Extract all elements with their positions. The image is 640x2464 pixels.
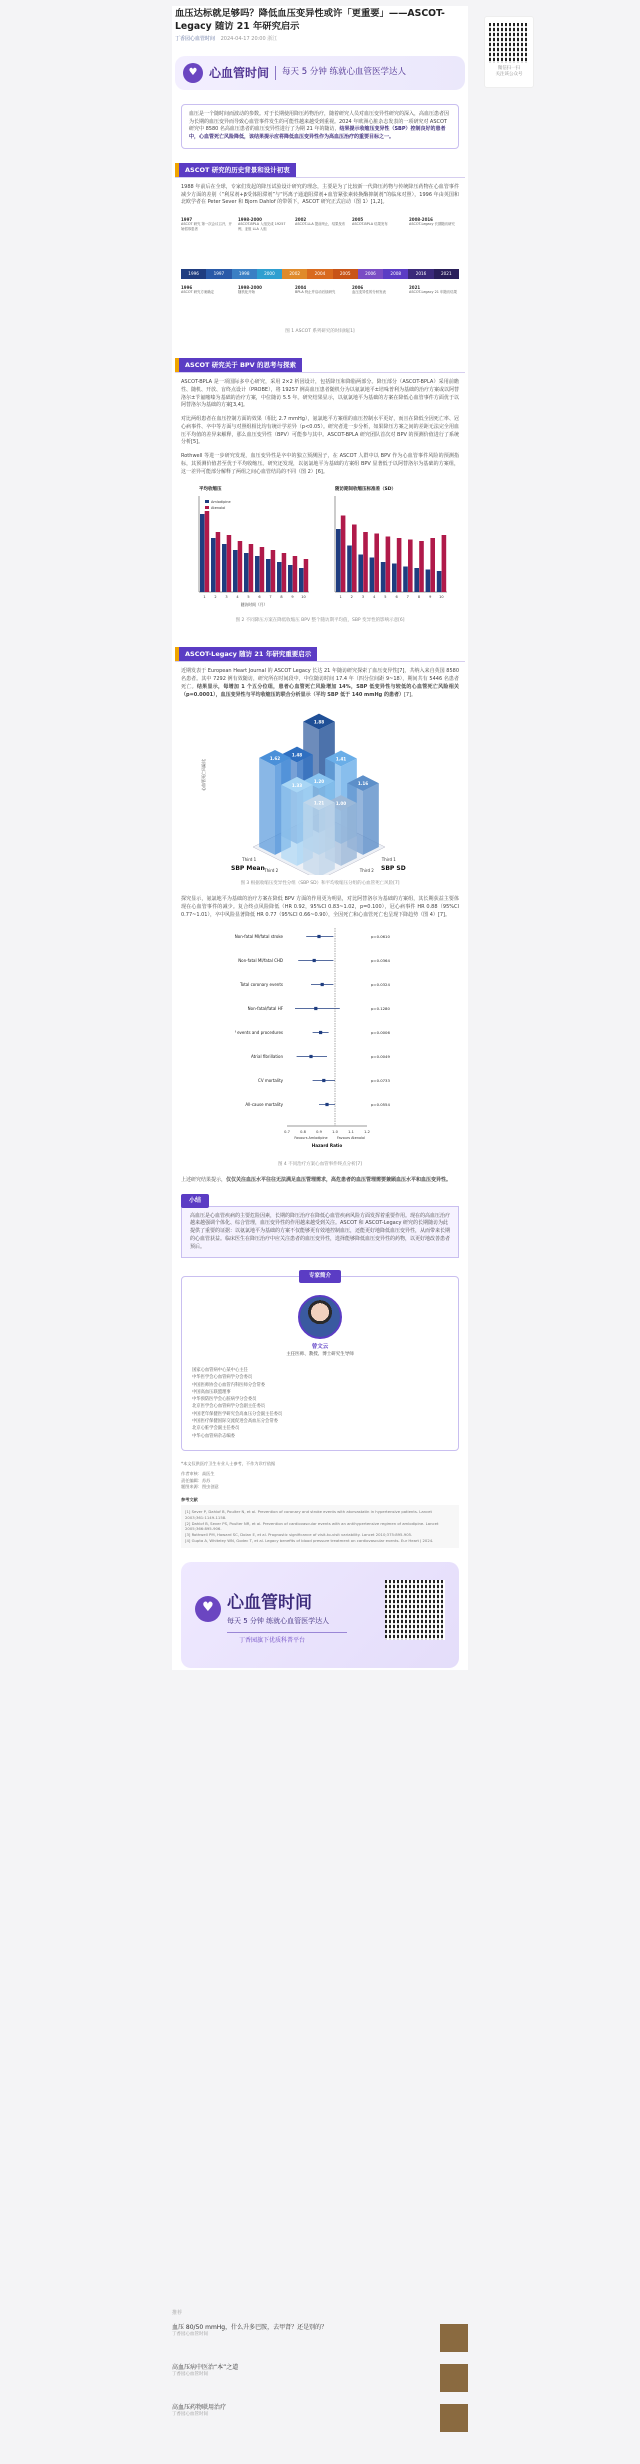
forest-plot-svg bbox=[235, 926, 405, 1156]
legend-label: Amlodipine bbox=[211, 500, 231, 505]
timeline-event-text: ASCOT-BPLA 结果发布 bbox=[352, 222, 388, 227]
figure-caption: 图 4 不同治疗方案心血管事件终点分析[7] bbox=[277, 1161, 363, 1167]
row-label: Third 2 bbox=[264, 868, 279, 874]
x-tick-label: 3 bbox=[361, 595, 365, 600]
summary-tag: 小结 bbox=[181, 1194, 209, 1207]
recommended-source: 丁香园心血管时间 bbox=[172, 2412, 208, 2418]
expert-list-item: 北京心脏学会副主任委员 bbox=[192, 1426, 240, 1432]
timeline-year: 2006 bbox=[358, 269, 383, 279]
timeline-year: 2004 bbox=[307, 269, 332, 279]
bar bbox=[403, 567, 408, 593]
p-value: p=0.0006 bbox=[371, 1029, 390, 1035]
bar bbox=[238, 541, 243, 592]
timeline-year: 2005 bbox=[333, 269, 358, 279]
bar bbox=[392, 564, 397, 593]
bar bbox=[370, 558, 375, 593]
bar bbox=[336, 529, 341, 592]
credit-line: 责任编辑：苏苏 bbox=[181, 1477, 211, 1483]
bar bbox=[216, 532, 221, 592]
recommended-thumbnail bbox=[440, 2364, 468, 2392]
x-tick-label: 10 bbox=[301, 595, 306, 600]
section-title-3: ASCOT-Legacy 随访 21 年研究重要启示 bbox=[175, 647, 317, 661]
heart-logo-icon: ♥ bbox=[195, 1596, 221, 1622]
forest-plot bbox=[235, 926, 405, 1156]
divider bbox=[275, 66, 276, 80]
favours-label: Favours Amlodipine bbox=[294, 1135, 328, 1140]
summary-section bbox=[181, 1194, 459, 1258]
reference-item: [3] Rothwell PM, Howard SC, Dolan E, et al. Prognostic significance of visit-to-visit variability. Lancet 2010;375:895-905. bbox=[185, 1532, 413, 1538]
timeline-event-text: ASCOT 研究 第一次会议召开，开始招募患者 bbox=[181, 222, 233, 231]
timeline-event-year: 2005 bbox=[352, 217, 364, 223]
timeline-event-year: 1996 bbox=[181, 285, 193, 291]
y-axis-label: SBP SD bbox=[381, 865, 406, 873]
recommended-text bbox=[172, 2324, 327, 2339]
expert-list-item: 中华预防医学会心脏病学分会委员 bbox=[192, 1397, 257, 1403]
timeline-event-text: ASCOT-BPLA 入组完成 19257 例，亚组 LLA 入组 bbox=[238, 222, 286, 231]
recommended-text bbox=[172, 2404, 226, 2419]
bar bbox=[293, 556, 298, 592]
timeline-event-year: 2021 bbox=[409, 285, 421, 291]
legend-swatch bbox=[205, 500, 209, 503]
point-estimate bbox=[319, 1031, 322, 1034]
recommended-source: 丁香园心血管时间 bbox=[172, 2332, 208, 2338]
paragraph: 探究显示，氨氯地平为基础的治疗方案在降低 BPV 方面的作用更为明显，对比阿替洛尔为基础的方案组，其长期获益主要体现在心血管事件的减少。复合终点风险降低（HR 0.92，95%CI 0.83~1.02，p=0.100），冠心病事件 HR 0.88（95%CI 0.77~1.01），卒中风险显著降低 HR 0.77（95%CI 0.66~0.90），全因死亡和心血管死亡也呈现下降趋势（图 4）[7]。 bbox=[181, 896, 459, 918]
x-axis-label: SBP Mean bbox=[231, 865, 265, 873]
x-tick-label: 7 bbox=[269, 595, 272, 600]
figure-caption: 图 1 ASCOT 系列研究的时间线[1] bbox=[285, 329, 355, 335]
bar bbox=[381, 562, 386, 592]
bar bbox=[341, 516, 346, 593]
recommended-item[interactable] bbox=[172, 2324, 468, 2354]
account-link[interactable]: 丁香园心血管时间 bbox=[175, 36, 216, 43]
bar bbox=[277, 562, 282, 592]
expert-list-item: 中国医师协会心血管内科医师分会常委 bbox=[192, 1382, 266, 1388]
x-tick-label: 0.9 bbox=[316, 1129, 322, 1134]
3d-bar-chart bbox=[191, 705, 449, 875]
forest-row-label: Non-fatal MI/fatal CHD bbox=[238, 957, 283, 963]
bar bbox=[249, 544, 254, 592]
paragraph: ASCOT-BPLA 是一项国际多中心研究，采用 2×2 析因设计，包括降压和降脂两部分。降压部分（ASCOT-BPLA）采用前瞻性、随机、开放、盲终点设计（PROBE），将 19257 例高血压患者随机分为以氨氯地平±培哚普利为基础的治疗方案或以阿替洛尔±苄氟噻嗪为基础的治疗方案，中位随访 5.5 年。研究结果显示，以氨氯地平为基础的方案在降低心血管事件方面优于以阿替洛尔为基础的方案[3,4]。 bbox=[181, 379, 459, 409]
section-title-1: ASCOT 研究的历史背景和设计初衷 bbox=[175, 163, 296, 177]
references bbox=[181, 1461, 459, 1548]
reference-item: [1] Sever P, Dahlof B, Poulter N, et al. Prevention of coronary and stroke events with atorvastatin in hypertensive patients. Lancet 2003;361:1149-1158. bbox=[185, 1509, 432, 1521]
z-axis-label: 心血管死亡风险比 bbox=[201, 759, 206, 792]
bar-side bbox=[259, 758, 275, 855]
references-list[interactable] bbox=[181, 1505, 459, 1547]
expert-title: 主任医师、教授、博士研究生导师 bbox=[286, 1351, 354, 1357]
p-value: p=0.1280 bbox=[371, 1005, 390, 1011]
footer-sub: 丁香园旗下优质科普平台 bbox=[239, 1636, 306, 1644]
bar bbox=[408, 540, 413, 593]
timeline-event-text: ASCOT-Legacy 21 年随访结果 bbox=[409, 290, 457, 295]
x-tick-label: 1.1 bbox=[348, 1129, 354, 1134]
section-title-2: ASCOT 研究关于 BPV 的思考与探索 bbox=[175, 358, 302, 372]
bar bbox=[227, 535, 232, 592]
timeline-event-text: 血压变异性的分析发表 bbox=[352, 290, 386, 295]
bar bbox=[271, 550, 276, 592]
timeline-event bbox=[352, 217, 404, 227]
timeline-event-year: 2008-2016 bbox=[409, 217, 433, 223]
bar-chart-svg bbox=[185, 482, 455, 612]
recommended-item[interactable] bbox=[172, 2364, 468, 2394]
footer-brand: 心血管时间 bbox=[227, 1592, 312, 1613]
data-label: 1.88 bbox=[313, 720, 325, 726]
bar bbox=[233, 550, 238, 592]
article-title: 血压达标就足够吗？降低血压变异性或许「更重要」——ASCOT-Legacy 随访 21 年研究启示 bbox=[175, 8, 445, 32]
p-value: p=0.0364 bbox=[371, 957, 390, 963]
chart-panel-title: 随访期间收缩压标准差（SD） bbox=[335, 487, 396, 493]
recommended-heading: 推荐 bbox=[172, 2310, 183, 2316]
point-estimate bbox=[321, 983, 324, 986]
p-value: p=0.0324 bbox=[371, 981, 390, 987]
timeline-year: 2021 bbox=[434, 269, 459, 279]
chart-panel-title: 平均收缩压 bbox=[199, 487, 222, 493]
bar bbox=[419, 541, 424, 592]
bar bbox=[386, 537, 391, 593]
bar-side bbox=[303, 803, 319, 876]
timeline-event-text: 随机化开始 bbox=[238, 290, 255, 295]
p-value: p=0.0049 bbox=[371, 1053, 390, 1059]
x-tick-label: 2 bbox=[214, 595, 217, 600]
location: 浙江 bbox=[267, 36, 278, 43]
credit-line: 作者审核：高医生 bbox=[181, 1471, 215, 1477]
timeline-event-text: ASCOT-Legacy 长期随访研究 bbox=[409, 222, 455, 227]
bar bbox=[266, 559, 271, 592]
recommended-list bbox=[172, 2310, 468, 2444]
x-tick-label: 0.7 bbox=[284, 1129, 290, 1134]
paragraph-text: 近期发表于 European Heart Journal 的 ASCOT Legacy 长达 21 年随访研究探索了血压变异性[7]，共纳入来自英国 8580 名患者。其中 7292 例有效随访，研究所在时间段中，中位随访时间 17.4 年（四分位间距 9~18），期间共有 5446 名患者死亡。 bbox=[181, 668, 459, 690]
qr-caption: 微信扫一扫 关注该公众号 bbox=[495, 66, 523, 77]
x-axis-label: 随访时间（月） bbox=[240, 602, 268, 608]
x-tick-label: 5 bbox=[247, 595, 250, 600]
forest-row-label: Total coronary events bbox=[239, 981, 283, 987]
expert-list-item: 北京医学会心血管病学分会副主任委员 bbox=[192, 1404, 266, 1410]
forest-row-label: CV mortality bbox=[258, 1077, 283, 1083]
recommended-title: 高血压病中医治“本”之道 bbox=[172, 2363, 239, 2371]
conclusion-text: 上述研究结果提示， bbox=[181, 1176, 227, 1183]
recommended-thumbnail bbox=[440, 2324, 468, 2352]
timeline-year: 1996 bbox=[181, 269, 206, 279]
x-tick-label: 8 bbox=[280, 595, 283, 600]
x-tick-label: 1.2 bbox=[364, 1129, 370, 1134]
bar bbox=[374, 534, 379, 593]
disclaimer: *本文仅供医疗卫生专业人士参考，不作为诊疗依据 bbox=[181, 1460, 276, 1466]
forest-row-label: Non-fatal/fatal HF bbox=[247, 1005, 283, 1011]
data-label: 1.48 bbox=[291, 753, 303, 759]
bar-side bbox=[341, 803, 357, 866]
timeline-event bbox=[295, 217, 347, 227]
point-estimate bbox=[322, 1079, 325, 1082]
x-tick-label: 1 bbox=[203, 595, 206, 600]
recommended-source: 丁香园心血管时间 bbox=[172, 2372, 208, 2378]
bar bbox=[205, 511, 210, 592]
x-tick-label: 7 bbox=[406, 595, 409, 600]
timeline-event bbox=[409, 217, 461, 227]
x-tick-label: 5 bbox=[384, 595, 387, 600]
divider bbox=[175, 177, 465, 178]
intro-text: 血压是一个随时间而波动的参数。对于长期使用降压药物治疗，随着研究人员对血压变异性研究的深入，高血压患者因为长期的血压变异而导致心血管事件发生的可能性越来越受到重视。2024 年欧洲心脏杂志发表的一项研究对 ASCOT 研究中 8580 名高血压患者的血压变异性进行了为期 21 年的随访， bbox=[189, 110, 450, 133]
data-label: 1.21 bbox=[313, 800, 325, 806]
data-label: 1.00 bbox=[335, 801, 347, 807]
bar-side bbox=[281, 785, 297, 866]
point-estimate bbox=[325, 1103, 328, 1106]
expert-list-item: 国家心血管病中心某中心主任 bbox=[192, 1367, 248, 1373]
side-qr-card bbox=[484, 16, 534, 88]
article-meta bbox=[175, 36, 465, 44]
x-tick-label: 6 bbox=[258, 595, 261, 600]
p-value: p=0.0554 bbox=[371, 1101, 390, 1107]
conclusion bbox=[181, 1177, 459, 1185]
x-tick-label: 6 bbox=[395, 595, 398, 600]
x-tick-label: 8 bbox=[417, 595, 421, 600]
x-tick-label: 10 bbox=[439, 595, 444, 600]
timeline-year: 2016 bbox=[408, 269, 433, 279]
3d-bar-chart-svg bbox=[191, 705, 449, 875]
bar bbox=[363, 532, 368, 592]
credit-line: 题图来源：图虫创意 bbox=[181, 1484, 219, 1490]
heart-logo-icon: ♥ bbox=[183, 63, 203, 83]
article bbox=[172, 6, 468, 1670]
intro-box bbox=[181, 104, 459, 149]
data-label: 1.33 bbox=[291, 783, 303, 789]
x-axis-label: Hazard Ratio bbox=[311, 1142, 343, 1148]
bar bbox=[304, 559, 309, 592]
timeline-event-year: 1997 bbox=[181, 217, 193, 223]
bar bbox=[442, 535, 447, 592]
bar bbox=[397, 538, 402, 592]
bar bbox=[352, 525, 357, 593]
bar-chart bbox=[185, 482, 455, 612]
expert-list-item: 中华医学会心血管病学分会委员 bbox=[192, 1375, 253, 1381]
timeline-event bbox=[181, 285, 233, 295]
recommended-title: 高血压药物联用治疗 bbox=[172, 2403, 227, 2411]
paragraph: 对比两组患者在血压控制方面的效果（相比 2.7 mmHg），氨氯地平方案组的血压控制水平更好，而且在降低全因死亡率、冠心病事件、卒中等方面与对照组相比均有统计学差异（p<0.05）。研究者进一步分析，如果降压方案之间的差距无法完全用血压平均值的差异来解释，那么血压变异性（BPV）可能参与其中。ASCOT-BPLA 研究团队首次对 BPV 的预测价值进行了系统分析[5]。 bbox=[181, 416, 459, 446]
forest-row-label: Non-fatal MI/fatal stroke bbox=[235, 933, 283, 939]
bar bbox=[414, 568, 419, 592]
point-estimate bbox=[313, 959, 316, 962]
data-label: 1.16 bbox=[357, 781, 369, 787]
forest-row-label: events and procedures bbox=[237, 1029, 283, 1035]
bar bbox=[437, 571, 442, 592]
timeline-event-text: ASCOT-LLA 提前终止，结果发布 bbox=[295, 222, 346, 227]
bar bbox=[255, 556, 260, 592]
references-heading: 参考文献 bbox=[181, 1496, 198, 1502]
favours-label: Favours Atenolol bbox=[336, 1135, 366, 1140]
reference-item: [4] Gupta A, Whiteley WN, Godec T, et al. Legacy benefits of blood pressure treatment on cardiovascular events. Eur Heart J 2024. bbox=[185, 1537, 434, 1543]
publish-date: 2024-04-17 20:00 bbox=[220, 36, 266, 43]
bar bbox=[222, 544, 227, 592]
forest-row-label: All-cause mortality bbox=[245, 1101, 283, 1107]
brand-banner bbox=[175, 56, 465, 90]
divider bbox=[175, 372, 465, 373]
banner-brand: 心血管时间 bbox=[209, 65, 270, 80]
reference-item: [2] Dahlof B, Sever PS, Poulter NR, et al. Prevention of cardiovascular events with an antihypertensive regimen of amlodipine. Lancet 2005;366:895-906. bbox=[185, 1520, 439, 1532]
timeline-event-text: ASCOT 研究方案确定 bbox=[181, 290, 215, 295]
intro-bold: 结果提示收缩压变异性（SBP）控制良好的患者中，心血管死亡风险降低，该结果提示应将降低血压变异性作为高血压治疗的重要目标之一。 bbox=[189, 126, 446, 141]
conclusion-bold: 仅仅关注血压水平往往无法满足血压管理需求，高危患者的血压管理需要兼顾血压水平和血压变异性。 bbox=[226, 1176, 452, 1183]
legend-label: Atenolol bbox=[211, 506, 226, 511]
legend-swatch bbox=[205, 506, 209, 509]
p-value: p=0.0610 bbox=[371, 933, 390, 939]
timeline-year: 2000 bbox=[257, 269, 282, 279]
footer-banner bbox=[181, 1562, 459, 1668]
bar bbox=[260, 547, 265, 592]
x-tick-label: 9 bbox=[429, 595, 432, 600]
timeline-event bbox=[295, 285, 347, 295]
data-label: 1.62 bbox=[269, 756, 281, 762]
data-label: 1.41 bbox=[335, 756, 347, 762]
timeline-event-text: BPLA 终止并启动后续研究 bbox=[295, 290, 336, 295]
bar bbox=[288, 565, 293, 592]
paragraph-bold: 结果显示，每增加 1 个五分位组，患者心血管死亡风险增加 14%，SBP 低变异性与较低的心血管死亡风险相关（p=0.0001），血压变异性与平均收缩压的联合分析显示（平均 SBP 低于 140 mmHg 的患者） bbox=[181, 683, 459, 698]
expert-list-item: 中国老年保健医学研究会高血压分会副主任委员 bbox=[192, 1411, 283, 1417]
col-label: Third 1 bbox=[381, 857, 396, 863]
expert-tag: 专家简介 bbox=[299, 1270, 341, 1283]
qr-code-icon bbox=[489, 23, 529, 63]
qr-code-icon bbox=[385, 1580, 445, 1640]
timeline-event bbox=[181, 217, 233, 231]
expert-card bbox=[181, 1273, 459, 1450]
timeline-event-year: 2006 bbox=[352, 285, 364, 291]
x-tick-label: 1.0 bbox=[332, 1129, 338, 1134]
credits bbox=[181, 1471, 459, 1491]
x-tick-label: 2 bbox=[350, 595, 353, 600]
paragraph: 1988 年前后在全球，专家们发起的降压试验设计研究的理念，主要是为了比较新一代降压药物与传统降压药物在心血管事件减少方面的差别（“利尿剂+β受体阻滞剂”与“钙离子通道阻滞剂+血管紧张素转换酶抑制剂”的临床对照），1996 年由英国和北欧学者在 Peter Sever 和 Bjorn Dahlof 的带领下，ASCOT 研究正式启动（图 1）[1,2]。 bbox=[181, 183, 459, 206]
avatar bbox=[298, 1295, 342, 1339]
paragraph-tail: [7]。 bbox=[403, 691, 417, 698]
figure-caption: 图 2 不同降压方案在降低收缩压 BPV 整个随访期平均值，SBP 变异性的影响示意[6] bbox=[235, 618, 405, 624]
timeline-event-year: 2002 bbox=[295, 217, 307, 223]
summary-text: 高血压是心血管疾病的主要危险因素，长期的降压治疗在降低心血管疾病风险方面发挥着重要作用。现在的高血压治疗越来越强调个体化、综合管理，血压变异性的作用越来越受到关注。ASCOT 和 ASCOT-Legacy 研究的长期随访为此提供了重要的证据：以氨氯地平为基础的方案不仅能够更有效地控制血压，还能更好地降低血压变异性，从而带来长期的心血管获益。临床医生在降压治疗中应关注患者的血压变异性，选择能够降低血压变异性的药物，以更好地改善患者预后。 bbox=[181, 1206, 459, 1259]
col-label: Third 2 bbox=[359, 868, 374, 874]
bar bbox=[347, 546, 352, 593]
timeline-figure bbox=[181, 213, 459, 323]
point-estimate bbox=[317, 935, 320, 938]
bar bbox=[282, 553, 287, 592]
data-label: 1.20 bbox=[313, 779, 325, 785]
timeline-event-year: 2004 bbox=[295, 285, 307, 291]
timeline-bar bbox=[181, 269, 459, 279]
recommended-title: 血压 80/50 mmHg，什么升多巴胺，去甲肾？还是别的？ bbox=[172, 2323, 328, 2331]
timeline-event bbox=[352, 285, 404, 295]
paragraph bbox=[181, 668, 459, 699]
recommended-text bbox=[172, 2364, 238, 2379]
x-tick-label: 4 bbox=[373, 595, 376, 600]
bar bbox=[430, 538, 435, 592]
bar bbox=[211, 538, 216, 592]
timeline-year: 1998 bbox=[232, 269, 257, 279]
bar bbox=[299, 568, 304, 592]
timeline-year: 2008 bbox=[383, 269, 408, 279]
footer-slogan: 每天 5 分钟 练就心血管医学达人 bbox=[227, 1616, 330, 1625]
timeline-event bbox=[238, 217, 290, 231]
expert-list-item: 中国医疗保健国际交流促进会高血压分会常委 bbox=[192, 1419, 278, 1425]
expert-list-item: 中国高血压联盟理事 bbox=[192, 1389, 231, 1395]
figure-caption: 图 3 根据收缩压变异性分组（SBP SD）和平均收缩压分组的心血管死亡风险[7] bbox=[240, 881, 400, 887]
bar bbox=[200, 514, 205, 592]
banner-slogan: 每天 5 分钟 练就心血管医学达人 bbox=[282, 67, 407, 78]
recommended-item[interactable] bbox=[172, 2404, 468, 2434]
timeline-event-year: 1998-2000 bbox=[238, 217, 262, 223]
timeline-event-year: 1998-2000 bbox=[238, 285, 262, 291]
x-tick-label: 3 bbox=[225, 595, 228, 600]
divider bbox=[175, 661, 465, 662]
expert-list bbox=[192, 1367, 448, 1440]
bar bbox=[426, 570, 431, 593]
paragraph: Rothwell 等进一步研究发现，血压变异性是卒中的独立预测因子，在 ASCOT 人群中以 BPV 作为心血管事件风险的预测指标，其预测价值甚至优于平均收缩压。研究还发现，以氨氯地平为基础的方案组 BPV 显著低于以阿替洛尔为基础的方案组，这一差异可能部分解释了两组之间心血管结局的不同（图 2）[6]。 bbox=[181, 453, 459, 475]
divider bbox=[227, 1632, 347, 1633]
x-tick-label: 1 bbox=[339, 595, 342, 600]
timeline-event bbox=[238, 285, 290, 295]
expert-list-item: 中华心血管病杂志编委 bbox=[192, 1433, 235, 1439]
bar-side bbox=[319, 803, 335, 876]
point-estimate bbox=[314, 1007, 317, 1010]
timeline-year: 1997 bbox=[206, 269, 231, 279]
x-tick-label: 9 bbox=[291, 595, 294, 600]
forest-row-label: Atrial fibrillation bbox=[251, 1053, 283, 1059]
timeline-year: 2002 bbox=[282, 269, 307, 279]
x-tick-label: 0.8 bbox=[300, 1129, 306, 1134]
timeline-event bbox=[409, 285, 461, 295]
expert-name: 曾文云 bbox=[311, 1344, 329, 1351]
recommended-thumbnail bbox=[440, 2404, 468, 2432]
bar-side bbox=[363, 784, 379, 856]
point-estimate bbox=[309, 1055, 312, 1058]
bar bbox=[244, 553, 249, 592]
row-label: Third 1 bbox=[242, 857, 257, 863]
p-value: p=0.0733 bbox=[371, 1077, 390, 1083]
x-tick-label: 4 bbox=[236, 595, 239, 600]
bar bbox=[358, 555, 363, 593]
